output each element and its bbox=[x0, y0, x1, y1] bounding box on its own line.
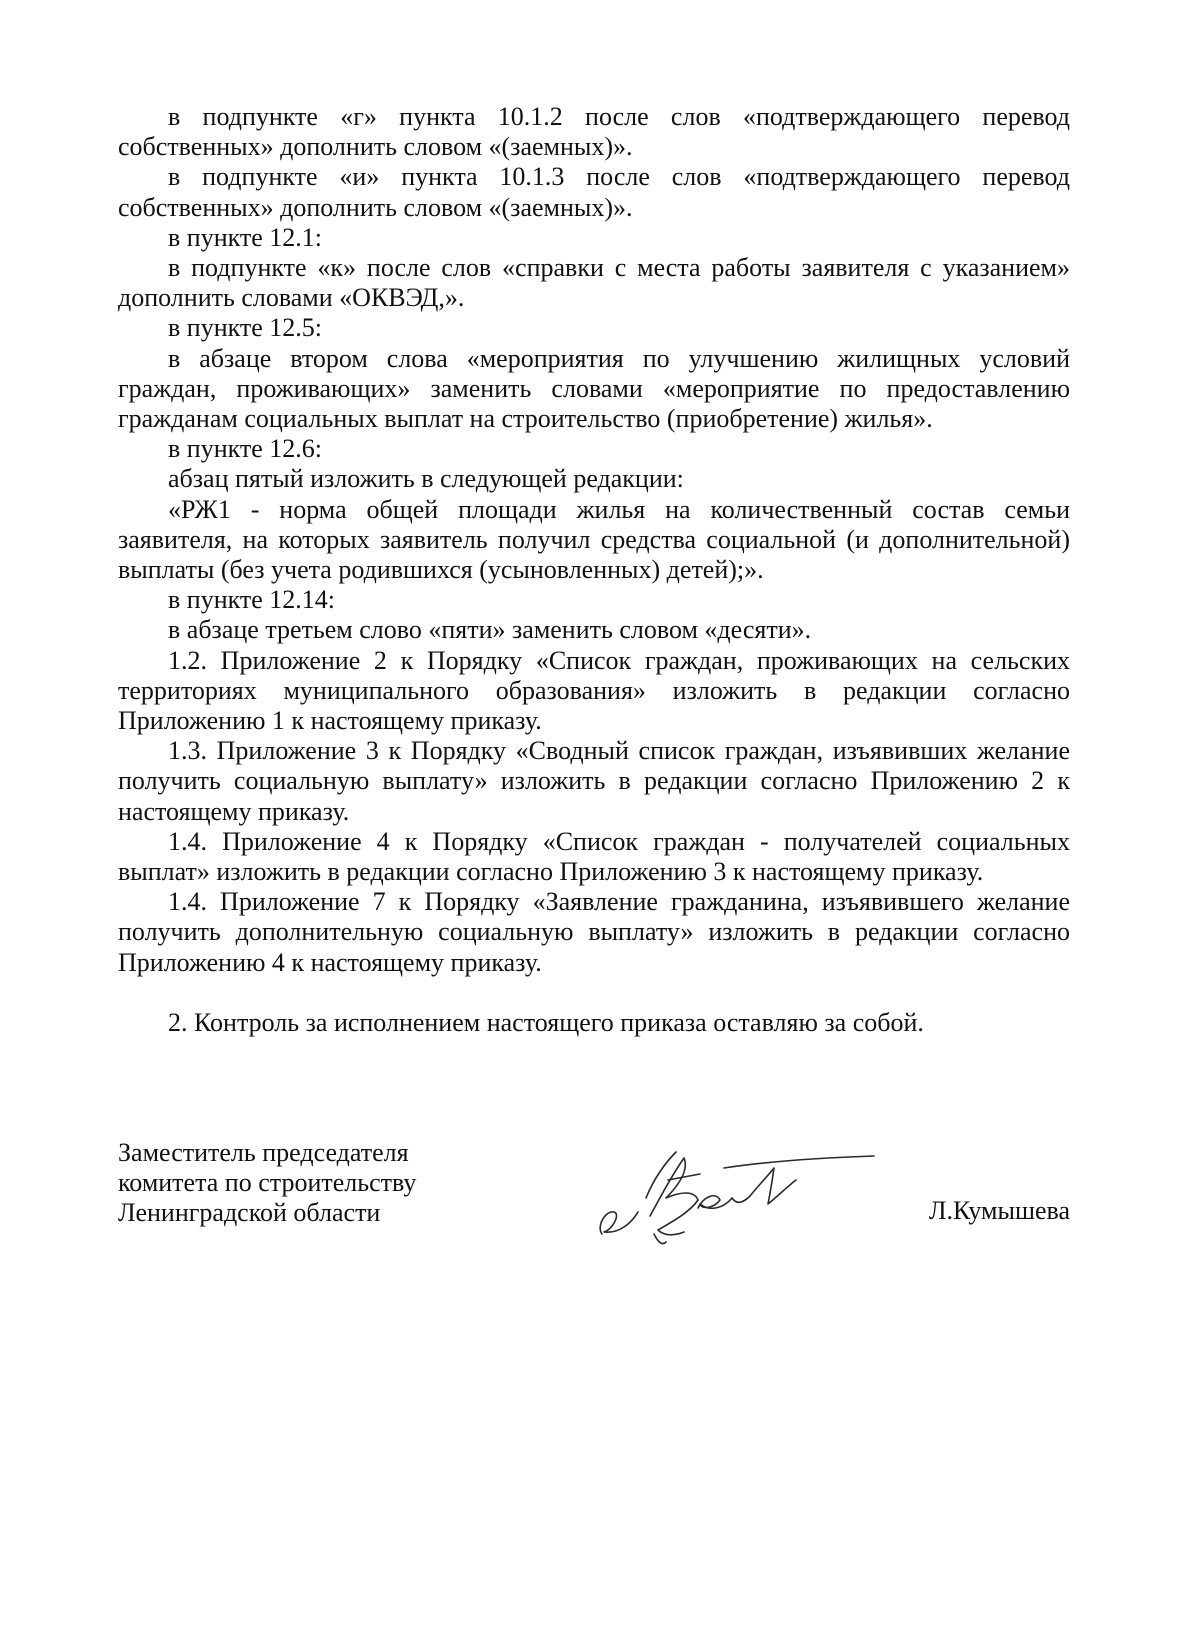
handwritten-signature bbox=[594, 1138, 894, 1248]
paragraph: 1.4. Приложение 4 к Порядку «Список граждан - получателей социальных выплат» изложить в редакции согласно Приложению 3 к настоящему приказу. bbox=[118, 826, 1070, 887]
position-line: комитета по строительству bbox=[118, 1168, 417, 1198]
signer-position bbox=[118, 1138, 416, 1229]
paragraph: в подпункте «и» пункта 10.1.3 после слов «подтверждающего перевод собственных» дополнить словом «(заемных)». bbox=[118, 162, 1070, 222]
paragraph: в пункте 12.6: bbox=[168, 434, 323, 464]
position-line: Заместитель председателя bbox=[118, 1138, 409, 1167]
paragraph: в подпункте «г» пункта 10.1.2 после слов «подтверждающего перевод собственных» дополнить словом «(заемных)». bbox=[118, 102, 1070, 162]
paragraph: 1.3. Приложение 3 к Порядку «Сводный список граждан, изъявивших желание получить социальную выплату» изложить в редакции согласно Приложению 2 к настоящему приказу. bbox=[118, 736, 1070, 826]
paragraph: 1.2. Приложение 2 к Порядку «Список граждан, проживающих на сельских территориях муниципального образования» изложить в редакции согласно Приложению 1 к настоящему приказу. bbox=[118, 645, 1070, 736]
control-clause: 2. Контроль за исполнением настоящего приказа оставляю за собой. bbox=[168, 1007, 924, 1037]
paragraph: в абзаце втором слова «мероприятия по улучшению жилищных условий граждан, проживающих» заменить словами «мероприятие по предоставлению гражданам социальных выплат на строительство (приобретение) жилья». bbox=[118, 343, 1070, 434]
paragraph: абзац пятый изложить в следующей редакции: bbox=[168, 464, 684, 494]
document-body bbox=[118, 102, 1070, 1038]
position-line: Ленинградской области bbox=[118, 1198, 381, 1228]
signer-name: Л.Кумышева bbox=[928, 1196, 1070, 1225]
paragraph: «РЖ1 - норма общей площади жилья на количественный состав семьи заявителя, на которых заявитель получил средства социальной (и дополнительной) выплаты (без учета родившихся (усыновленных) детей);». bbox=[118, 494, 1070, 585]
signature-block bbox=[118, 1138, 1070, 1248]
paragraph: в пункте 12.1: bbox=[168, 222, 323, 252]
paragraph: в подпункте «к» после слов «справки с места работы заявителя с указанием» дополнить словами «ОКВЭД,». bbox=[118, 253, 1070, 313]
paragraph: 1.4. Приложение 7 к Порядку «Заявление гражданина, изъявившего желание получить дополнительную социальную выплату» изложить в редакции согласно Приложению 4 к настоящему приказу. bbox=[118, 887, 1070, 977]
paragraph: в пункте 12.5: bbox=[168, 313, 323, 343]
paragraph: в абзаце третьем слово «пяти» заменить словом «десяти». bbox=[168, 615, 812, 645]
paragraph: в пункте 12.14: bbox=[168, 585, 336, 615]
